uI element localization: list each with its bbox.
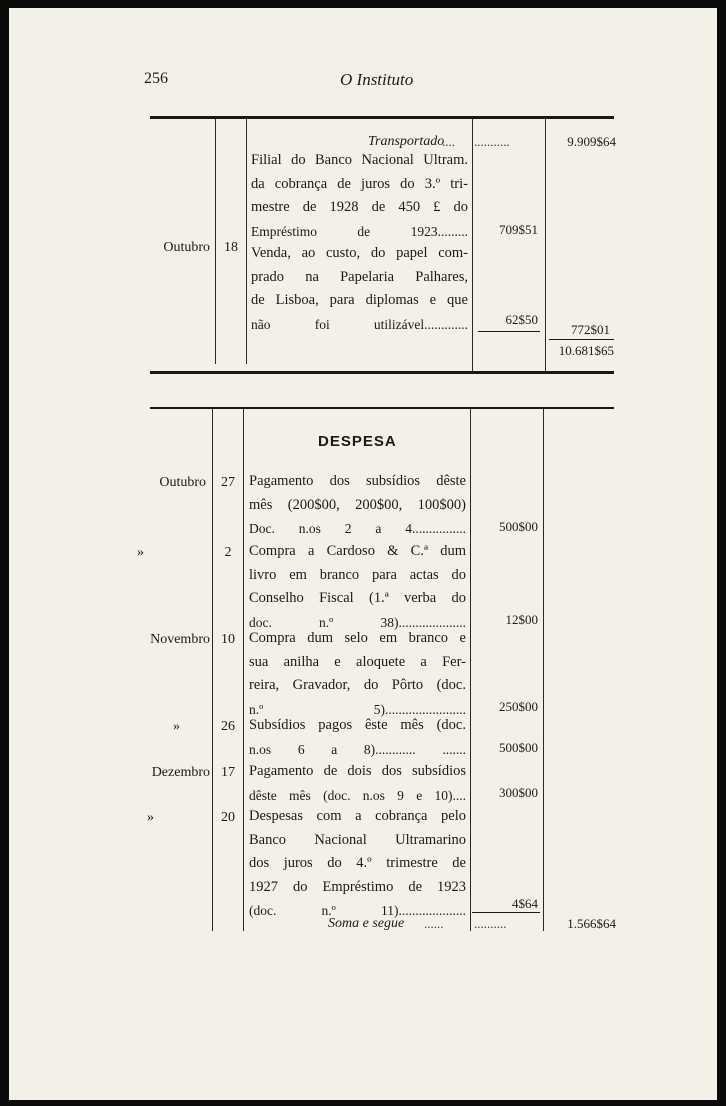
- entry-amount: 250$00: [499, 699, 538, 714]
- entry-line: Pagamento dos subsídios dêste: [249, 473, 466, 489]
- entry-line: doc. n.º 38)....................: [249, 614, 466, 630]
- entry-line: n.os 6 a 8)............ .......: [249, 741, 466, 757]
- entry-day: 2: [224, 545, 232, 560]
- entry-month: Outubro: [159, 475, 206, 490]
- transportado-label: Transportado: [368, 134, 445, 149]
- entry-line: (doc. n.º 11)....................: [249, 903, 466, 918]
- total-rule: [549, 339, 614, 340]
- column-divider: [215, 119, 216, 364]
- receita-entry-2: [251, 242, 468, 336]
- soma-leader: ......: [424, 916, 444, 931]
- entry-line: Subsídios pagos êste mês (doc.: [249, 717, 466, 733]
- column-divider: [212, 409, 213, 931]
- receita-entry-1-amount: 709$51: [499, 222, 538, 237]
- entry-line: Filial do Banco Nacional Ultram.: [251, 152, 468, 168]
- entry-month: »: [147, 810, 154, 825]
- entry-line: sua anilha e aloquete a Fer-: [249, 653, 466, 670]
- entry-amount: 500$00: [499, 740, 538, 755]
- entry-line: Venda, ao custo, do papel com-: [251, 245, 468, 261]
- entry-line: Pagamento de dois dos subsídios: [249, 763, 466, 779]
- transportado-total: 9.909$64: [567, 134, 616, 149]
- running-title: O Instituto: [340, 70, 414, 89]
- column-divider: [543, 409, 544, 931]
- entry-day: 10: [221, 632, 235, 647]
- entry-day: 27: [221, 475, 235, 490]
- entry-line: dos juros do 4.º trimestre de: [249, 855, 466, 871]
- table-bottom-rule: [150, 371, 614, 374]
- entry-amount: 12$00: [505, 612, 538, 627]
- entry-line: Banco Nacional Ultramarino: [249, 831, 466, 848]
- despesa-entry: [249, 470, 466, 541]
- entry-amount: 500$00: [499, 519, 538, 534]
- despesa-heading: DESPESA: [318, 433, 397, 450]
- despesa-entry: [249, 627, 466, 721]
- entry-line: Doc. n.os 2 a 4................: [249, 521, 466, 536]
- entry-line: n.º 5)........................: [249, 701, 466, 717]
- despesa-entry: [249, 805, 466, 923]
- column-divider: [243, 409, 244, 931]
- entry-day: 20: [221, 810, 235, 825]
- entry-line: Empréstimo de 1923.........: [251, 223, 468, 239]
- entry-line: da cobrança de juros do 3.º tri-: [251, 175, 468, 192]
- receita-subtotal: 772$01: [571, 322, 610, 337]
- despesa-top-rule: [150, 407, 614, 409]
- entry-amount: 4$64: [512, 896, 538, 911]
- entry-line: mês (200$00, 200$00, 100$00): [249, 496, 466, 513]
- entry-amount: 300$00: [499, 785, 538, 800]
- entry-day: 26: [221, 719, 235, 734]
- receita-month: Outubro: [163, 240, 210, 255]
- receita-day: 18: [224, 240, 238, 255]
- column-divider: [246, 119, 247, 364]
- column-divider: [545, 119, 546, 371]
- subtotal-rule: [478, 331, 540, 332]
- entry-line: reira, Gravador, do Pôrto (doc.: [249, 677, 466, 693]
- soma-leader-2: ..........: [474, 916, 507, 931]
- despesa-entry: [249, 540, 466, 634]
- entry-line: de Lisboa, para diplomas e que: [251, 292, 468, 308]
- entry-line: Compra a Cardoso & C.ª dum: [249, 543, 466, 559]
- soma-label: Soma e segue: [328, 916, 405, 931]
- entry-line: prado na Papelaria Palhares,: [251, 268, 468, 285]
- entry-month: »: [137, 545, 144, 560]
- soma-total: 1.566$64: [567, 916, 616, 931]
- despesa-entry: [249, 714, 466, 761]
- despesa-entry: [249, 760, 466, 807]
- entry-line: Despesas com a cobrança pelo: [249, 808, 466, 824]
- entry-month: Novembro: [150, 632, 210, 647]
- entry-month: »: [173, 719, 180, 734]
- leader-dots: ....: [442, 134, 455, 149]
- subtotal-rule: [472, 912, 540, 913]
- receita-grand-total: 10.681$65: [558, 343, 614, 358]
- entry-line: não foi utilizável.............: [251, 316, 468, 332]
- receita-entry-2-amount: 62$50: [505, 312, 538, 327]
- column-divider: [472, 119, 473, 371]
- column-divider: [470, 409, 471, 931]
- entry-line: Conselho Fiscal (1.ª verba do: [249, 590, 466, 606]
- entry-line: 1927 do Empréstimo de 1923: [249, 878, 466, 895]
- entry-day: 17: [221, 765, 235, 780]
- page-number: 256: [144, 70, 168, 87]
- entry-line: livro em branco para actas do: [249, 566, 466, 583]
- receita-entry-1: [251, 149, 468, 243]
- transportado-leader: ...........: [474, 134, 510, 149]
- entry-month: Dezembro: [151, 765, 210, 780]
- entry-line: mestre de 1928 de 450 £ do: [251, 199, 468, 215]
- entry-line: dêste mês (doc. n.os 9 e 10)....: [249, 787, 466, 803]
- entry-line: Compra dum selo em branco e: [249, 630, 466, 646]
